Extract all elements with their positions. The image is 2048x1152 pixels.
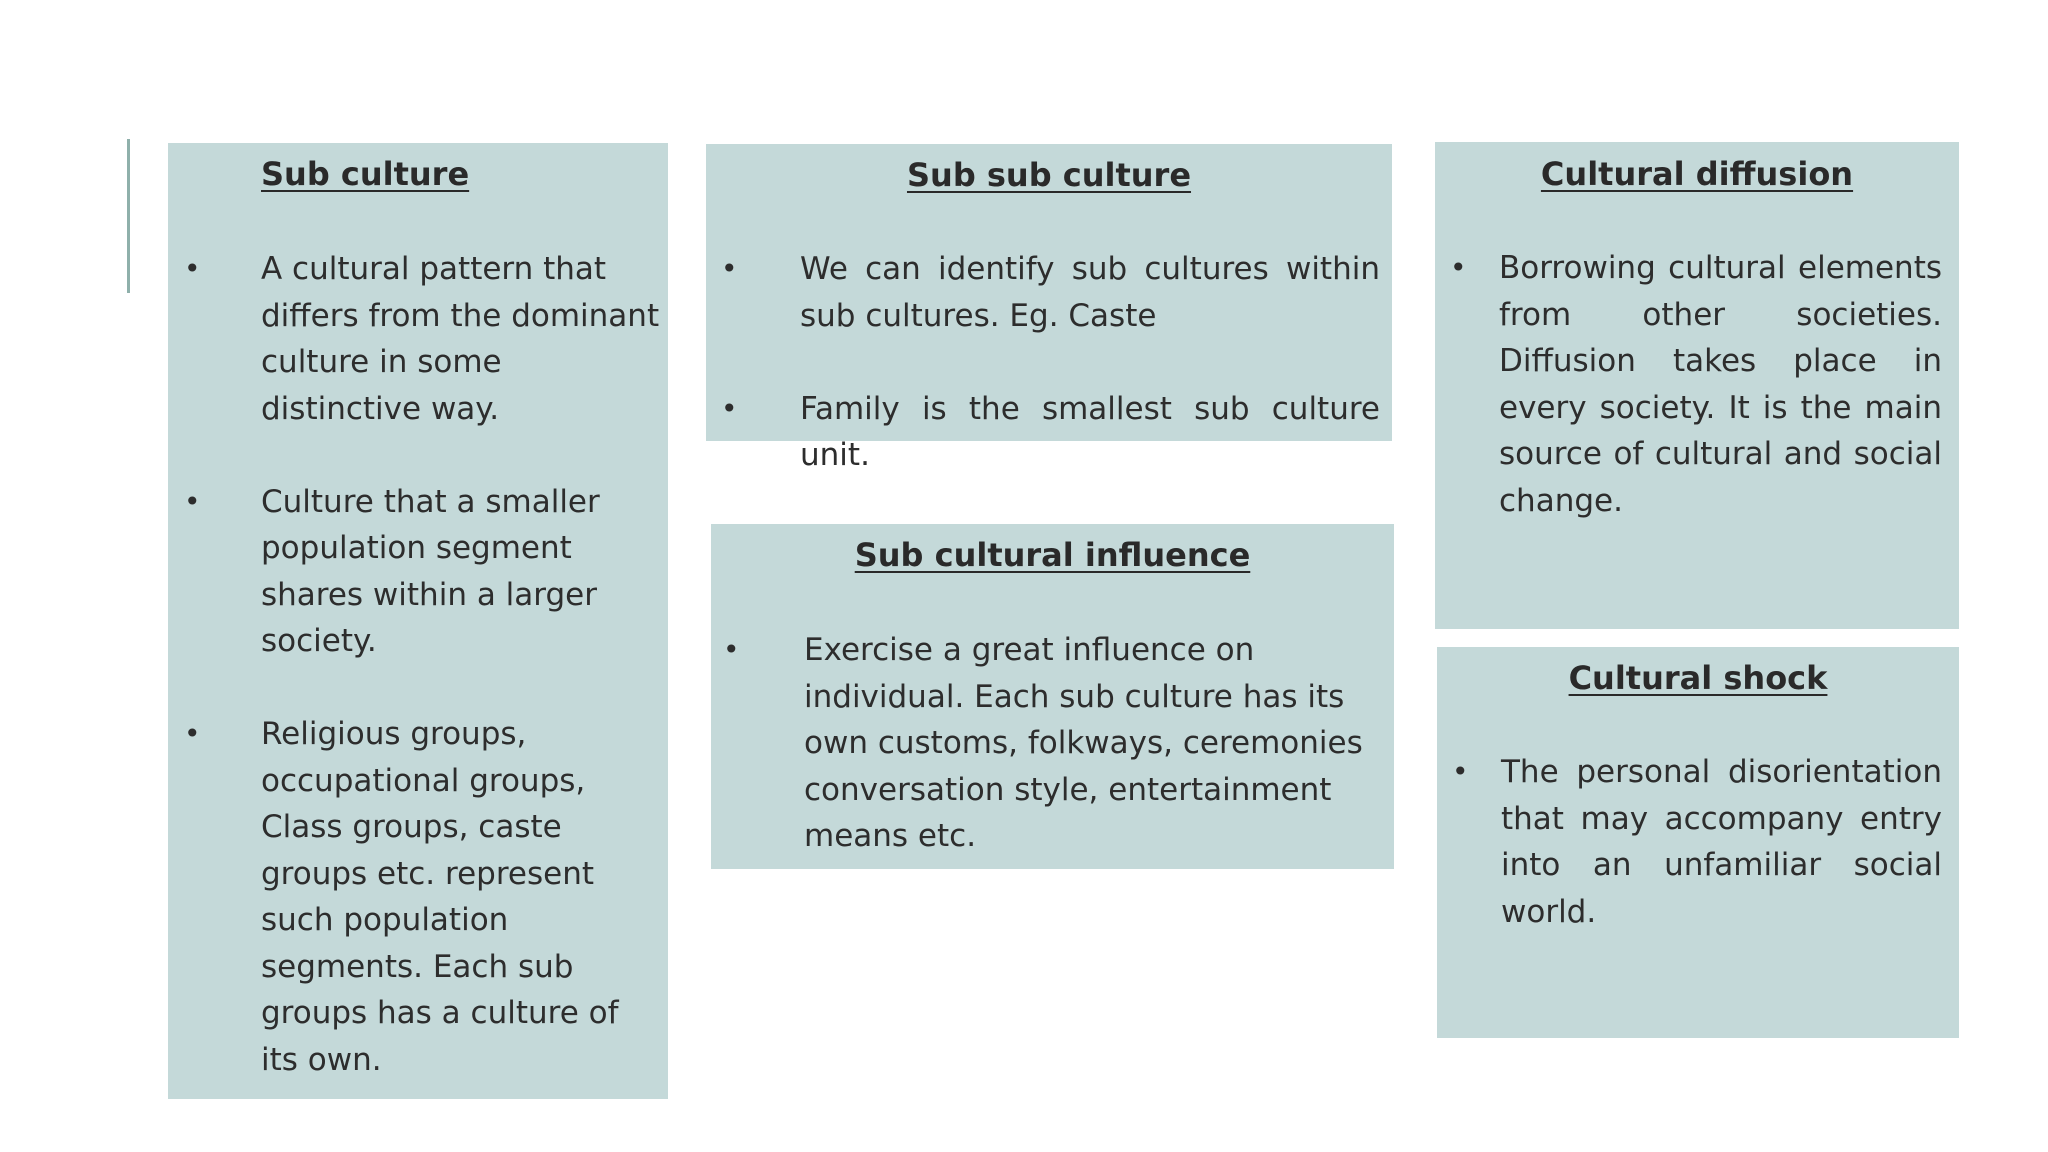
card-title-cultural-shock: Cultural shock: [1568, 659, 1828, 697]
bullet-icon: •: [721, 252, 738, 285]
bullet-text: Family is the smallest sub culture unit.: [800, 390, 1380, 473]
bullet-item: [1450, 245, 1942, 524]
bullet-text: We can identify sub cultures within sub cultures. Eg. Caste: [800, 251, 1380, 334]
bullet-item: [184, 479, 661, 665]
bullet-text: Borrowing cultural elements from other societies. Diffusion takes place in every society. It is the main source of cultural and social change.: [1499, 250, 1942, 519]
bullet-text: A cultural pattern that differs from the dominant culture in some distinctive way.: [261, 251, 660, 427]
bullet-item: [184, 711, 661, 1083]
bullet-icon: •: [184, 484, 201, 518]
bullet-text: Exercise a great influence on individual. Each sub culture has its own customs, folkways, ceremonies conversation style, entertainment means etc.: [804, 632, 1363, 854]
bullet-list-sub-cultural-influence: [723, 627, 1374, 860]
bullet-icon: •: [1450, 251, 1467, 284]
bullet-list-sub-culture: [184, 246, 661, 1083]
bullet-icon: •: [721, 391, 738, 425]
bullet-item: [721, 386, 1380, 479]
card-title-sub-sub-culture: Sub sub culture: [906, 156, 1192, 194]
bullet-list-sub-sub-culture: [721, 246, 1380, 479]
bullet-text: Religious groups, occupational groups, Class groups, caste groups etc. represent such population segments. Each sub groups has a culture of its own.: [261, 716, 619, 1078]
bullet-list-cultural-diffusion: [1450, 245, 1942, 524]
card-title-cultural-diffusion: Cultural diffusion: [1540, 155, 1854, 193]
card-cultural-shock: [1437, 647, 1959, 1038]
bullet-item: [723, 627, 1374, 860]
bullet-text: Culture that a smaller population segment shares within a larger society.: [261, 483, 600, 659]
card-sub-sub-culture: [706, 144, 1392, 473]
bullet-list-cultural-shock: [1452, 749, 1942, 935]
bullet-item: [721, 246, 1380, 339]
bullet-icon: •: [184, 717, 201, 750]
card-sub-culture: [168, 143, 668, 1099]
bullet-item: [1452, 749, 1942, 935]
card-title-sub-cultural-influence: Sub cultural influence: [854, 536, 1251, 574]
accent-line: [127, 139, 130, 293]
card-sub-cultural-influence: [711, 524, 1394, 869]
card-cultural-diffusion: [1435, 142, 1959, 629]
bullet-item: [184, 246, 661, 432]
bullet-icon: •: [184, 252, 201, 285]
card-title-sub-culture: Sub culture: [261, 155, 470, 193]
bullet-icon: •: [723, 633, 740, 666]
bullet-text: The personal disorientation that may accompany entry into an unfamiliar social world.: [1501, 754, 1942, 930]
bullet-icon: •: [1452, 755, 1469, 788]
